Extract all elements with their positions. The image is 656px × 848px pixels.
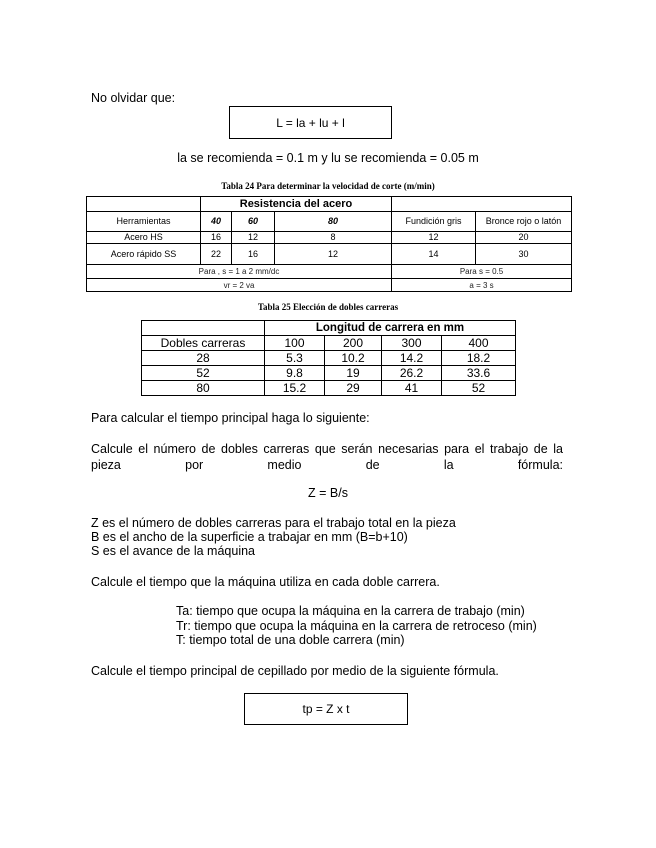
table25-length-header: 200: [325, 336, 382, 351]
table24-note-left: Para , s = 1 a 2 mm/dc: [87, 265, 392, 279]
table24-cell: 30: [476, 244, 572, 265]
def-z: Z es el número de dobles carreras para el trabajo total en la pieza: [91, 516, 456, 530]
def-s: S es el avance de la máquina: [91, 544, 255, 558]
formula-l-box: [229, 106, 392, 139]
table24-cell: 14: [392, 244, 476, 265]
table25-blank: [142, 321, 265, 336]
table25-cell: 52: [442, 381, 516, 396]
table24-blank: [392, 197, 572, 212]
table25-cell: 5.3: [265, 351, 325, 366]
table25-cell: 41: [382, 381, 442, 396]
table24-row-tool: Acero rápido SS: [87, 244, 201, 265]
table24-speed-header: 80: [275, 212, 392, 232]
table24-group-header: Resistencia del acero: [201, 197, 392, 212]
table-25: [141, 320, 516, 396]
table25-cell: 33.6: [442, 366, 516, 381]
table25-strokes: 28: [142, 351, 265, 366]
table25-row-header: Dobles carreras: [142, 336, 265, 351]
table25-group-header: Longitud de carrera en mm: [265, 321, 516, 336]
table24-col-tools: Herramientas: [87, 212, 201, 232]
para-calc-z: Calcule el número de dobles carreras que serán necesarias para el trabajo de la pieza por medio de la fórmula:: [91, 442, 563, 472]
def-tr: Tr: tiempo que ocupa la máquina en la carrera de retroceso (min): [176, 619, 537, 633]
table24-cell: 22: [201, 244, 232, 265]
table25-length-header: 400: [442, 336, 516, 351]
recommendation-text: la se recomienda = 0.1 m y lu se recomienda = 0.05 m: [177, 151, 479, 165]
table24-caption: Tabla 24 Para determinar la velocidad de corte (m/min): [221, 181, 435, 191]
table25-strokes: 52: [142, 366, 265, 381]
table24-note-right: a = 3 s: [392, 279, 572, 292]
para-time-per-stroke: Calcule el tiempo que la máquina utiliza en cada doble carrera.: [91, 575, 440, 589]
para-main-time: Para calcular el tiempo principal haga lo siguiente:: [91, 411, 370, 425]
table25-strokes: 80: [142, 381, 265, 396]
table24-note-left: vr = 2 va: [87, 279, 392, 292]
def-ta: Ta: tiempo que ocupa la máquina en la carrera de trabajo (min): [176, 604, 525, 618]
formula-tp: tp = Z x t: [302, 702, 350, 716]
para-tp: Calcule el tiempo principal de cepillado por medio de la siguiente fórmula.: [91, 664, 499, 678]
table24-cell: 12: [392, 232, 476, 244]
table24-cell: 16: [201, 232, 232, 244]
formula-z: Z = B/s: [308, 486, 348, 500]
formula-tp-box: [244, 693, 408, 725]
table25-cell: 9.8: [265, 366, 325, 381]
table25-cell: 26.2: [382, 366, 442, 381]
def-b: B es el ancho de la superficie a trabajar en mm (B=b+10): [91, 530, 408, 544]
table24-cell: 16: [232, 244, 275, 265]
table24-cell: 12: [275, 244, 392, 265]
table24-cell: 8: [275, 232, 392, 244]
table25-cell: 19: [325, 366, 382, 381]
table24-blank: [87, 197, 201, 212]
table24-note-right: Para s = 0.5: [392, 265, 572, 279]
table25-cell: 10.2: [325, 351, 382, 366]
intro-text: No olvidar que:: [91, 91, 176, 105]
table24-col-bronze: Bronce rojo o latón: [476, 212, 572, 232]
formula-l: L = la + lu + l: [276, 115, 345, 130]
table25-cell: 14.2: [382, 351, 442, 366]
table25-length-header: 300: [382, 336, 442, 351]
table25-length-header: 100: [265, 336, 325, 351]
table24-speed-header: 40: [201, 212, 232, 232]
table25-cell: 18.2: [442, 351, 516, 366]
table24-col-cast-iron: Fundición gris: [392, 212, 476, 232]
table24-cell: 20: [476, 232, 572, 244]
table25-cell: 29: [325, 381, 382, 396]
table24-row-tool: Acero HS: [87, 232, 201, 244]
table24-speed-header: 60: [232, 212, 275, 232]
table25-caption: Tabla 25 Elección de dobles carreras: [257, 302, 399, 312]
table25-cell: 15.2: [265, 381, 325, 396]
table24-cell: 12: [232, 232, 275, 244]
table-24: [86, 196, 572, 292]
def-t: T: tiempo total de una doble carrera (min): [176, 633, 405, 647]
